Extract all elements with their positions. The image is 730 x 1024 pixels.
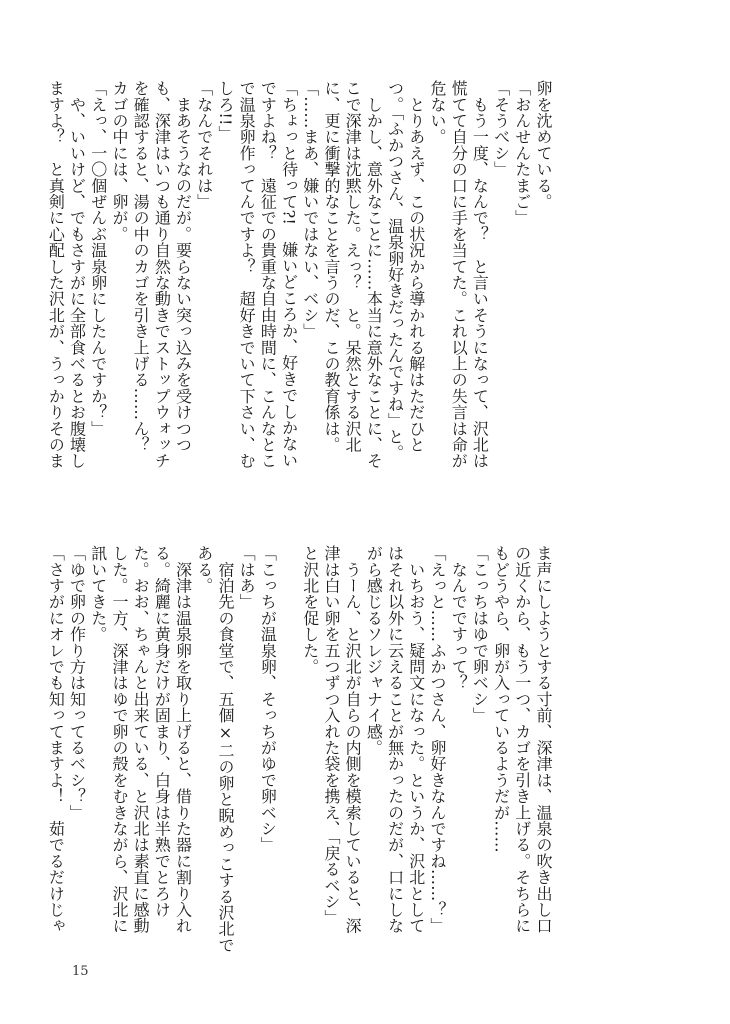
text-column: 「……まあ、嫌いではない、ベシ」 — [300, 80, 320, 340]
text-column: しかし、意外なことに……本当に意外なことに、そ — [364, 80, 384, 469]
text-column: 「おんせんたまご」 — [512, 80, 532, 226]
text-column — [278, 545, 299, 935]
bottom-text-block — [46, 545, 554, 953]
text-column: の近くから、もう一つ、カゴを引き上げる。そちらに — [512, 545, 532, 934]
text-column: まあそうなのだが。要らない突っ込みを受けつつ — [173, 80, 193, 453]
text-column: 危ない。 — [427, 80, 447, 145]
text-column: うーん、と沢北が自らの内側を模索していると、深 — [343, 545, 363, 934]
text-column: や、いいけど、でもさすがに全部食べるとお腹壊し — [67, 80, 87, 469]
text-column: に、更に衝撃的なことを言うのだ、この教育係は。 — [321, 80, 341, 453]
text-column: こで深津は沈黙した。えっ？ と。呆然とする沢北 — [343, 80, 363, 453]
text-column: を確認すると、湯の中のカゴを引き上げる……ん？ — [131, 80, 151, 453]
text-column: 深津は温泉卵を取り上げると、借りた器に割り入れ — [173, 545, 193, 934]
text-column: ますよ？ と真剣に心配した沢北が、うっかりそのま — [46, 80, 66, 469]
text-column: 「さすがにオレでも知ってますよ！ 茹でるだけじゃ — [46, 545, 66, 934]
text-column: はそれ以外に云えることが無かったのだが、口にしな — [385, 545, 405, 934]
text-column: も、深津はいつも通り自然な動きでストップウォッチ — [152, 80, 172, 469]
text-column: 「ゆで卵の作り方は知ってるベシ？」 — [67, 545, 87, 821]
text-column: しろ!!」 — [215, 80, 235, 142]
text-column: もどうやら、卵が入っているようだが…… — [491, 545, 511, 853]
text-column: た。おお、ちゃんと出来ている、と沢北は素直に感動 — [131, 545, 151, 934]
text-column: とりあえず、この状況から導かれる解はただひと — [406, 80, 426, 453]
text-column: いちおう、疑問文になった。というか、沢北として — [406, 545, 426, 934]
text-column: 「なんでそれは」 — [194, 80, 214, 210]
text-column: つ。「ふかつさん、温泉卵好きだったんですね」と。 — [385, 80, 405, 461]
text-column: 訊いてきた。 — [88, 545, 108, 643]
text-column: がら感じるソレジャナイ感。 — [364, 545, 384, 756]
text-column: る。綺麗に黄身だけが固まり、白身は半熟でとろけ — [152, 545, 172, 918]
text-column: カゴの中には、卵が。 — [109, 80, 129, 242]
text-column: で温泉卵作ってんですよ？ 超好きでいて下さい、む — [237, 80, 257, 469]
text-column: 「えっ、一〇個ぜんぶ温泉卵にしたんですか？」 — [88, 80, 108, 437]
text-column: 「ちょっと待って?! 嫌いどころか、好きでしかない — [279, 80, 299, 469]
text-column: 「こっちはゆで卵ベシ」 — [470, 545, 490, 724]
text-column: もう一度、なんで？ と言いそうになって、沢北は — [470, 80, 490, 469]
text-column: 「そうべシ」 — [491, 80, 511, 178]
text-column: ま声にしようとする寸前、深津は、温泉の吹き出し口 — [534, 545, 553, 934]
text-column: 「はあ」 — [237, 545, 257, 610]
text-column: ですよね？ 遠征での貴重な自由時間に、こんなとこ — [258, 80, 278, 469]
text-column: ある。 — [194, 545, 214, 594]
text-column: 「えっと……ふかつさん、卵好きなんですね……？」 — [427, 545, 447, 934]
text-column: 卵を沈めている。 — [534, 80, 553, 210]
text-column: 慌てて自分の口に手を当てた。これ以上の失言は命が — [449, 80, 469, 469]
top-text-block — [46, 80, 554, 470]
text-column: 「こっちが温泉卵、そっちがゆで卵ベシ」 — [258, 545, 278, 853]
page-number: 15 — [72, 964, 89, 979]
text-column: と沢北を促した。 — [300, 545, 320, 675]
text-column: した。一方、深津はゆで卵の殻をむきながら、沢北に — [109, 545, 129, 934]
text-column: なんでですって？ — [449, 545, 469, 691]
text-column: 津は白い卵を五つずつ入れた袋を携え、「戻るベシ」 — [321, 545, 341, 926]
text-column: 宿泊先の食堂で、五個×二の卵と睨めっこする沢北で — [215, 545, 235, 953]
